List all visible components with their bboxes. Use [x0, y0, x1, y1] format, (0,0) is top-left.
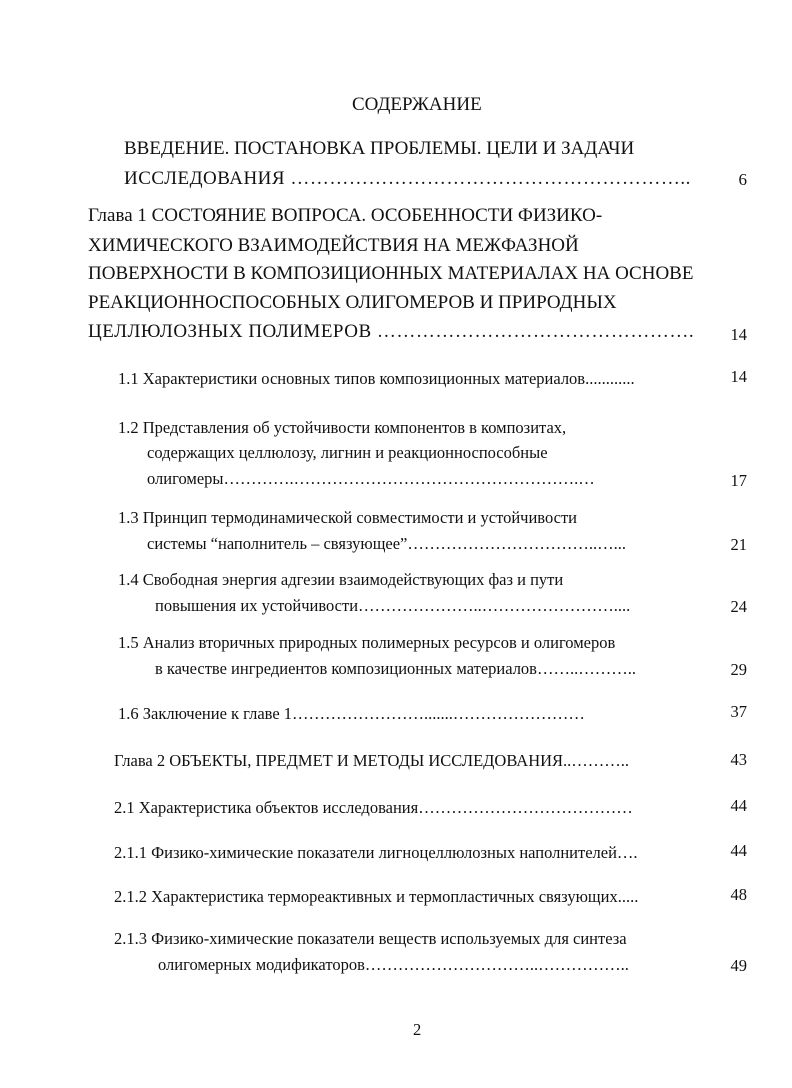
toc-entry-line: ЦЕЛЛЮЛОЗНЫХ ПОЛИМЕРОВ …………………………………………. — [88, 321, 695, 342]
toc-entry-line: 2.1.2 Характеристика термореактивных и термопластичных связующих..... — [114, 887, 639, 906]
toc-entry-line: Глава 1 СОСТОЯНИЕ ВОПРОСА. ОСОБЕННОСТИ ФИЗИКО- — [88, 205, 603, 226]
toc-entry-line: 1.6 Заключение к главе 1…………………….......…………………… — [118, 704, 585, 723]
page-footer-number: 2 — [413, 1020, 422, 1039]
toc-entry-line: Глава 2 ОБЪЕКТЫ, ПРЕДМЕТ И МЕТОДЫ ИССЛЕДОВАНИЯ..……….. — [114, 751, 630, 770]
toc-entry-line: ИССЛЕДОВАНИЯ …………………………………………………….. — [124, 168, 691, 189]
toc-entry-line: 1.5 Анализ вторичных природных полимерных ресурсов и олигомеров — [118, 633, 616, 652]
toc-entry-line: 2.1.3 Физико-химические показатели веществ используемых для синтеза — [114, 929, 627, 948]
toc-page-number: 44 — [730, 841, 747, 860]
toc-entry-line: олигомерных модификаторов…………………………..…………….. — [158, 955, 629, 974]
toc-entry-line: ВВЕДЕНИЕ. ПОСТАНОВКА ПРОБЛЕМЫ. ЦЕЛИ И ЗАДАЧИ — [124, 138, 635, 159]
toc-page-number: 48 — [730, 885, 747, 904]
toc-page-number: 14 — [730, 367, 747, 386]
toc-title: СОДЕРЖАНИЕ — [352, 94, 482, 115]
toc-page-number: 44 — [730, 796, 747, 815]
toc-page-number: 24 — [730, 597, 747, 616]
toc-entry-line: 1.1 Характеристики основных типов композиционных материалов............ — [118, 369, 635, 388]
toc-entry-line: ХИМИЧЕСКОГО ВЗАИМОДЕЙСТВИЯ НА МЕЖФАЗНОЙ — [88, 235, 579, 256]
toc-entry-line: в качестве ингредиентов композиционных материалов……..……….. — [155, 659, 636, 678]
toc-page-number: 21 — [730, 535, 747, 554]
toc-entry-line: содержащих целлюлозу, лигнин и реакционноспособные — [147, 443, 548, 462]
toc-page-number: 14 — [730, 325, 747, 344]
toc-entry-line: 1.4 Свободная энергия адгезии взаимодействующих фаз и пути — [118, 570, 564, 589]
toc-page-number: 17 — [730, 471, 747, 490]
toc-page-number: 49 — [730, 956, 747, 975]
toc-entry-line: 2.1.1 Физико-химические показатели лигноцеллюлозных наполнителей…. — [114, 843, 638, 862]
toc-page-number: 6 — [738, 170, 747, 189]
toc-entry-line: РЕАКЦИОННОСПОСОБНЫХ ОЛИГОМЕРОВ И ПРИРОДНЫХ — [88, 292, 617, 313]
toc-page-number: 37 — [730, 702, 747, 721]
toc-entry-line: олигомеры………….…………………………………………….… — [147, 469, 595, 488]
toc-page-number: 43 — [730, 750, 747, 769]
toc-entry-line: повышения их устойчивости…………………..…………………….... — [155, 596, 631, 615]
toc-entry-line: 1.3 Принцип термодинамической совместимости и устойчивости — [118, 508, 577, 527]
toc-entry-line: 2.1 Характеристика объектов исследования………………………………… — [114, 798, 633, 817]
toc-page-number: 29 — [730, 660, 747, 679]
toc-entry-line: 1.2 Представления об устойчивости компонентов в композитах, — [118, 418, 567, 437]
toc-entry-line: ПОВЕРХНОСТИ В КОМПОЗИЦИОННЫХ МАТЕРИАЛАХ НА ОСНОВЕ — [88, 263, 694, 284]
toc-entry-line: системы “наполнитель – связующее”……………………………..…... — [147, 534, 627, 553]
